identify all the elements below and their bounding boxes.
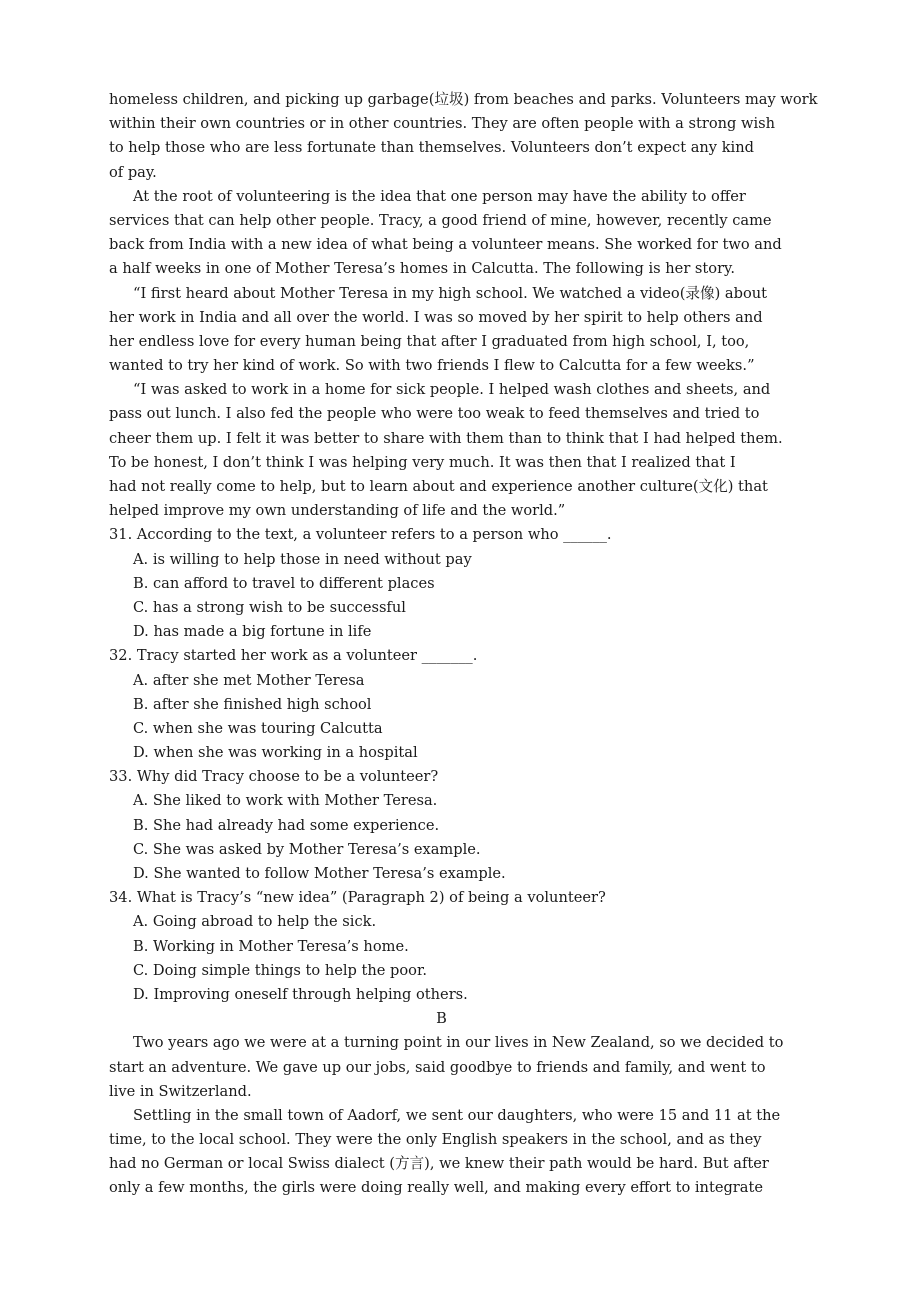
question-option[interactable]: A. after she met Mother Teresa [133, 671, 365, 689]
passage-b-line: only a few months, the girls were doing really well, and making every effort to integrate [109, 1179, 763, 1197]
question-stem: 31. According to the text, a volunteer refers to a person who ______. [109, 526, 612, 544]
passage-a-line: “I first heard about Mother Teresa in my high school. We watched a video(录像) about [133, 284, 768, 302]
passage-a-line: To be honest, I don’t think I was helping very much. It was then that I realized that I [109, 453, 736, 471]
passage-b-line: Settling in the small town of Aadorf, we sent our daughters, who were 15 and 11 at the [133, 1106, 781, 1124]
passage-a-line: within their own countries or in other countries. They are often people with a strong wish [109, 115, 776, 133]
passage-a-line: At the root of volunteering is the idea that one person may have the ability to offer [133, 187, 746, 205]
passage-a-line: a half weeks in one of Mother Teresa’s homes in Calcutta. The following is her story. [109, 260, 735, 278]
passage-b-line: start an adventure. We gave up our jobs, said goodbye to friends and family, and went to [109, 1058, 766, 1076]
question-option[interactable]: A. She liked to work with Mother Teresa. [133, 792, 438, 810]
passage-a-line: cheer them up. I felt it was better to share with them than to think that I had helped them. [109, 429, 783, 447]
question-option[interactable]: D. She wanted to follow Mother Teresa’s example. [133, 865, 506, 882]
question-option[interactable]: D. when she was working in a hospital [133, 744, 418, 762]
question-option[interactable]: D. Improving oneself through helping others. [133, 985, 468, 1003]
question-option[interactable]: C. She was asked by Mother Teresa’s example. [133, 840, 481, 858]
question-option[interactable]: C. Doing simple things to help the poor. [133, 961, 427, 979]
question-option[interactable]: B. can afford to travel to different places [133, 574, 435, 592]
passage-b-line: had no German or local Swiss dialect (方言), we knew their path would be hard. But after [109, 1155, 769, 1173]
passage-a-line: back from India with a new idea of what being a volunteer means. She worked for two and [109, 236, 782, 254]
passage-a-line: wanted to try her kind of work. So with two friends I flew to Calcutta for a few weeks.” [109, 357, 755, 375]
question-option[interactable]: B. Working in Mother Teresa’s home. [133, 937, 409, 955]
passage-b-line: Two years ago we were at a turning point in our lives in New Zealand, so we decided to [133, 1034, 784, 1052]
question-option[interactable]: A. is willing to help those in need without pay [133, 550, 472, 568]
passage-b-line: time, to the local school. They were the only English speakers in the school, and as they [109, 1131, 762, 1149]
passage-a-line: helped improve my own understanding of life and the world.” [109, 502, 566, 520]
passage-a-line: her work in India and all over the world. I was so moved by her spirit to help others and [109, 308, 763, 326]
question-option[interactable]: C. when she was touring Calcutta [133, 719, 383, 737]
question-stem: 34. What is Tracy’s “new idea” (Paragraph 2) of being a volunteer? [109, 889, 606, 907]
question-option[interactable]: A. Going abroad to help the sick. [133, 913, 377, 931]
passage-a-line: had not really come to help, but to learn about and experience another culture(文化) that [109, 478, 768, 495]
passage-b-line: live in Switzerland. [109, 1082, 252, 1100]
question-option[interactable]: B. She had already had some experience. [133, 816, 440, 834]
passage-a-line: services that can help other people. Tracy, a good friend of mine, however, recently came [109, 211, 772, 229]
question-stem: 32. Tracy started her work as a volunteer _______. [109, 647, 478, 665]
section-heading: B [436, 1010, 447, 1028]
question-option[interactable]: C. has a strong wish to be successful [133, 598, 406, 616]
passage-a-line: to help those who are less fortunate than themselves. Volunteers don’t expect any kind [109, 139, 754, 157]
passage-a-line: “I was asked to work in a home for sick people. I helped wash clothes and sheets, and [133, 381, 771, 399]
passage-a-line: pass out lunch. I also fed the people who were too weak to feed themselves and tried to [109, 405, 760, 423]
question-stem: 33. Why did Tracy choose to be a volunteer? [109, 768, 439, 786]
question-option[interactable]: B. after she finished high school [133, 695, 372, 713]
document-body [109, 88, 854, 1201]
passage-a-line: her endless love for every human being that after I graduated from high school, I, too, [109, 332, 750, 350]
passage-a-line: of pay. [109, 163, 157, 181]
passage-a-line: homeless children, and picking up garbage(垃圾) from beaches and parks. Volunteers may work [109, 91, 818, 108]
question-option[interactable]: D. has made a big fortune in life [133, 623, 372, 641]
